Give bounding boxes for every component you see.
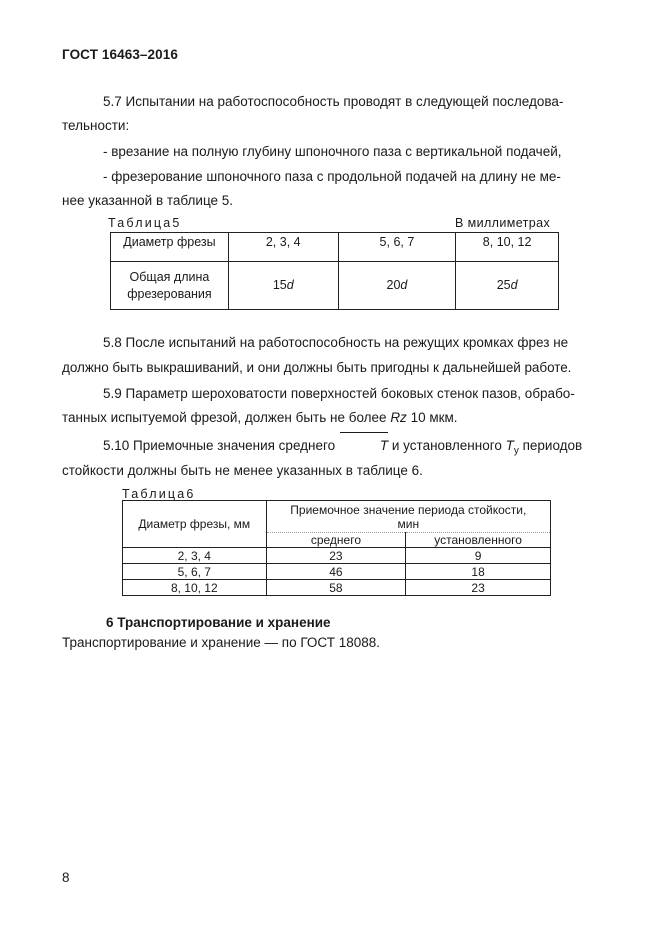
table6-cell-mean: 23 — [266, 548, 406, 564]
paragraph-5-8-line1: 5.8 После испытаний на работоспособность на режущих кромках фрез не — [103, 335, 569, 350]
p59-text-b: 10 мкм. — [406, 410, 458, 425]
document-code: ГОСТ 16463–2016 — [62, 47, 178, 62]
table6-row — [123, 548, 551, 564]
table-5 — [110, 232, 559, 310]
table6-header-group-line2: мин — [397, 516, 420, 531]
table5-label-length-line1: Общая длина — [129, 269, 210, 284]
set-period-subscript: у — [513, 445, 519, 457]
table-6 — [122, 500, 551, 596]
table6-caption: Таблица6 — [122, 487, 196, 501]
roughness-symbol: Rz — [390, 410, 407, 425]
table5-unit: В миллиметрах — [455, 216, 551, 230]
table5-cell: 5, 6, 7 — [338, 233, 456, 262]
p510-text-a: 5.10 Приемочные значения среднего — [103, 438, 339, 453]
page-number: 8 — [62, 870, 70, 885]
table6-header-row1 — [123, 501, 551, 533]
bullet-milling-line2: нее указанной в таблице 5. — [62, 193, 234, 208]
table6-header-diameter: Диаметр фрезы, мм — [123, 501, 267, 548]
table6-row — [123, 580, 551, 596]
table6-cell-diameter: 8, 10, 12 — [123, 580, 267, 596]
table6-cell-diameter: 2, 3, 4 — [123, 548, 267, 564]
table5-label-length — [111, 262, 229, 310]
section-6-heading: 6 Транспортирование и хранение — [106, 615, 331, 630]
paragraph-5-8-line2: должно быть выкрашиваний, и они должны быть пригодны к дальнейшей работе. — [62, 360, 572, 375]
p510-text-c: периодов — [518, 438, 583, 453]
paragraph-5-9-line2 — [62, 406, 613, 430]
paragraph-5-7-line2: тельности: — [62, 118, 130, 133]
table5-sym: d — [286, 278, 294, 292]
bullet-milling-line1: - фрезерование шпоночного паза с продольной подачей на длину не ме- — [103, 169, 561, 184]
table6-header-group-line1: Приемочное значение периода стойкости, — [290, 502, 527, 517]
table5-num: 25 — [496, 278, 511, 292]
table5-cell: 8, 10, 12 — [456, 233, 559, 262]
paragraph-5-10-line2: стойкости должны быть не менее указанных в таблице 6. — [62, 463, 423, 478]
table6-cell-set: 18 — [406, 564, 551, 580]
table6-cell-set: 23 — [406, 580, 551, 596]
table5-num: 15 — [272, 278, 287, 292]
table5-sym: d — [510, 278, 518, 292]
bullet-plunge: - врезание на полную глубину шпоночного паза с вертикальной подачей, — [103, 144, 562, 159]
paragraph-5-7-line1: 5.7 Испытании на работоспособность проводят в следующей последова- — [103, 94, 564, 109]
mean-period-symbol: T — [339, 434, 388, 458]
table5-row-length — [111, 262, 559, 310]
table6-row — [123, 564, 551, 580]
table6-header-group — [266, 501, 550, 533]
table6-cell-diameter: 5, 6, 7 — [123, 564, 267, 580]
table6-header-mean: среднего — [266, 533, 406, 548]
table5-cell — [456, 262, 559, 310]
table5-num: 20 — [386, 278, 401, 292]
table5-cell — [228, 262, 338, 310]
p59-text-a: танных испытуемой фрезой, должен быть не более — [62, 410, 391, 425]
table6-cell-set: 9 — [406, 548, 551, 564]
paragraph-5-9-line1: 5.9 Параметр шероховатости поверхностей боковых стенок пазов, обрабо- — [103, 386, 575, 401]
table5-caption: Таблица5 — [108, 216, 182, 230]
table5-sym: d — [400, 278, 408, 292]
table5-cell: 2, 3, 4 — [228, 233, 338, 262]
table5-label-diameter: Диаметр фрезы — [111, 233, 229, 262]
table5-label-length-line2: фрезерования — [127, 286, 212, 301]
table6-cell-mean: 46 — [266, 564, 406, 580]
p510-text-b: и установленного — [388, 438, 506, 453]
table5-row-diameter — [111, 233, 559, 262]
section-6-text: Транспортирование и хранение — по ГОСТ 18088. — [62, 635, 381, 650]
set-period-symbol: T — [505, 438, 514, 453]
table6-header-set: установленного — [406, 533, 551, 548]
table5-cell — [338, 262, 456, 310]
table6-cell-mean: 58 — [266, 580, 406, 596]
